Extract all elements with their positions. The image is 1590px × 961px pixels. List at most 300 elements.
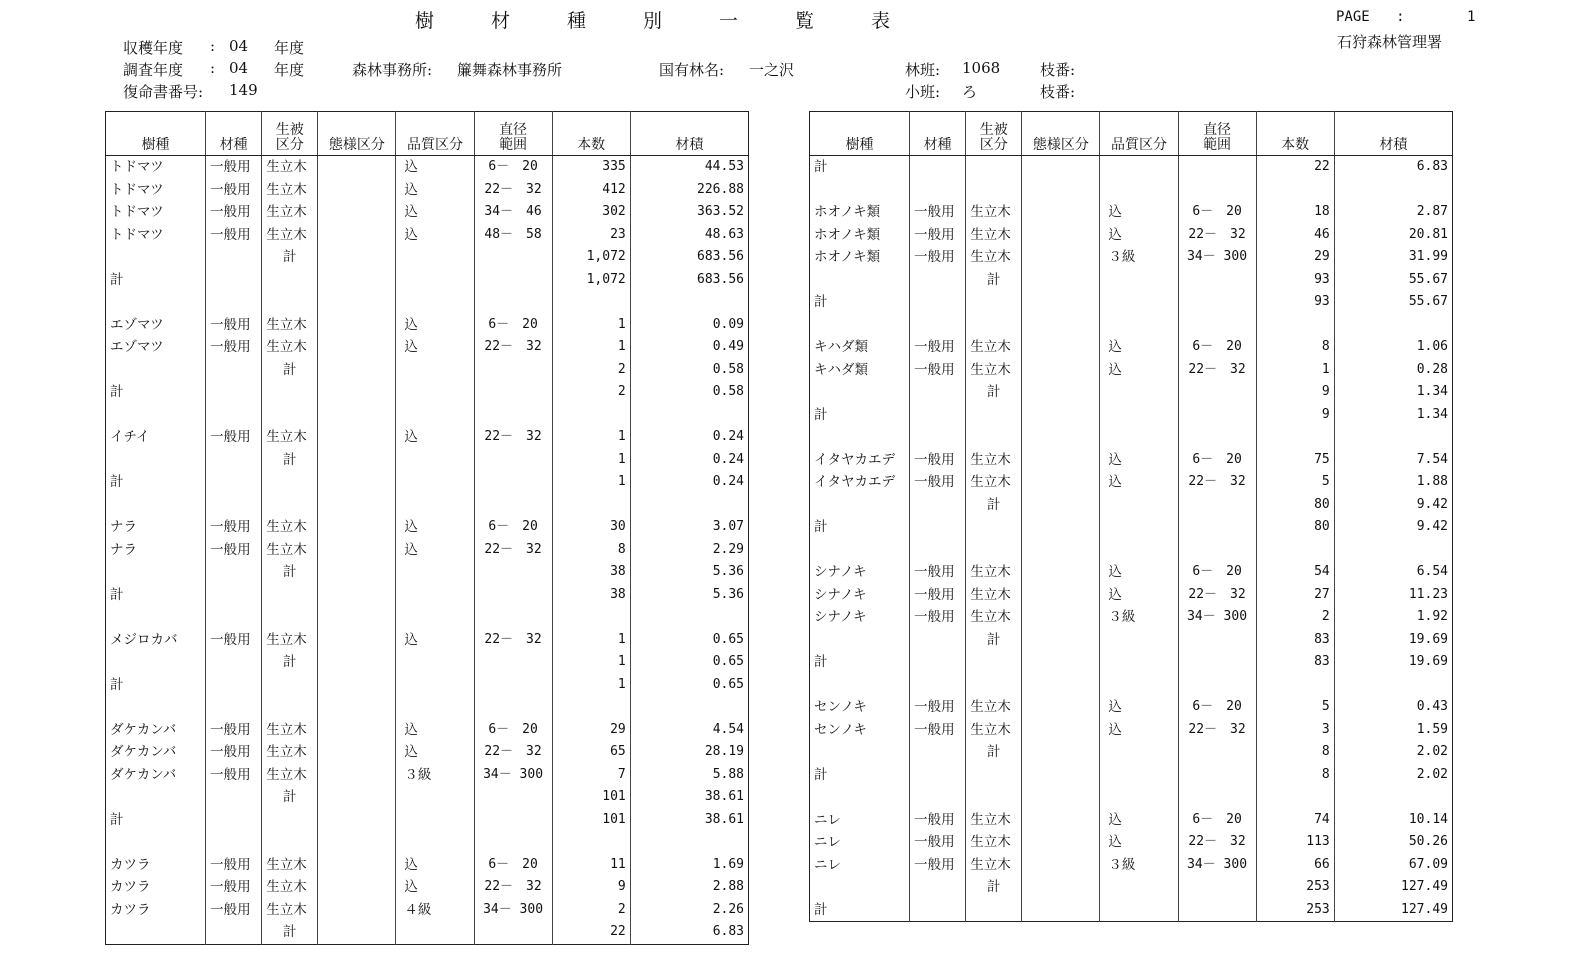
cell-diameter: 22－ 32	[1178, 359, 1256, 382]
cell-mode	[318, 269, 396, 292]
title-char: 樹	[415, 10, 435, 32]
cell-status	[966, 314, 1022, 337]
cell-count	[552, 606, 630, 629]
table-row	[810, 696, 1453, 719]
cell-material: 一般用	[910, 201, 966, 224]
cell-count: 9	[552, 876, 630, 899]
cell-quality: 込	[396, 179, 474, 202]
cell-diameter	[1178, 314, 1256, 337]
cell-status: 生立木	[966, 336, 1022, 359]
cell-material	[206, 449, 262, 472]
cell-species	[810, 629, 910, 652]
cell-diameter	[1178, 426, 1256, 449]
cell-quality: 込	[396, 156, 474, 179]
cell-status: 生立木	[262, 719, 318, 742]
cell-count: 2	[1256, 606, 1334, 629]
cell-material: 一般用	[910, 831, 966, 854]
table-row	[106, 809, 749, 832]
table-row	[106, 764, 749, 787]
cell-status	[966, 291, 1022, 314]
cell-mode	[1022, 786, 1100, 809]
cell-material	[206, 831, 262, 854]
cell-volume: 44.53	[704, 159, 744, 175]
table-row	[810, 404, 1453, 427]
cell-volume	[1334, 179, 1452, 202]
cell-status	[262, 404, 318, 427]
table-row	[106, 224, 749, 247]
cell-status	[966, 764, 1022, 787]
cell-mode	[1022, 584, 1100, 607]
cell-volume: 0.65	[712, 676, 744, 692]
cell-volume: 28.19	[704, 744, 744, 760]
cell-mode	[1022, 291, 1100, 314]
cell-quality	[396, 561, 474, 584]
cell-species: カツラ	[106, 876, 206, 899]
column-header-diameter: 直径 範囲	[474, 112, 552, 156]
cell-material	[206, 696, 262, 719]
cell-material	[910, 629, 966, 652]
cell-volume: 683.56	[697, 271, 744, 287]
title-char: 材	[491, 10, 511, 32]
cell-mode	[318, 674, 396, 697]
cell-mode	[318, 179, 396, 202]
cell-material	[910, 269, 966, 292]
cell-species: ニレ	[810, 854, 910, 877]
cell-volume: 2.87	[1416, 204, 1448, 220]
cell-diameter	[1178, 741, 1256, 764]
cell-status	[262, 494, 318, 517]
cell-species: 計	[106, 809, 206, 832]
column-header-species: 樹種	[106, 112, 206, 156]
cell-mode	[1022, 449, 1100, 472]
cell-status	[262, 381, 318, 404]
cell-material: 一般用	[206, 854, 262, 877]
shohan-value: ろ	[962, 83, 978, 101]
table-row	[106, 426, 749, 449]
cell-volume	[630, 291, 748, 314]
cell-material	[206, 494, 262, 517]
cell-quality: 込	[396, 426, 474, 449]
cell-species: 計	[106, 584, 206, 607]
cell-quality: ３級	[1100, 854, 1178, 877]
cell-volume: 0.65	[712, 631, 744, 647]
table-row	[106, 269, 749, 292]
cell-mode	[318, 831, 396, 854]
cell-mode	[318, 899, 396, 922]
cell-status	[966, 426, 1022, 449]
cell-species: ナラ	[106, 539, 206, 562]
table-row	[810, 471, 1453, 494]
cell-volume	[630, 831, 748, 854]
cell-material	[910, 404, 966, 427]
cell-count: 18	[1256, 201, 1334, 224]
cell-quality	[1100, 741, 1178, 764]
cell-count: 66	[1256, 854, 1334, 877]
cell-diameter	[474, 404, 552, 427]
cell-quality	[396, 291, 474, 314]
cell-count: 101	[552, 809, 630, 832]
page-label: PAGE	[1336, 9, 1370, 25]
table-row	[810, 381, 1453, 404]
cell-count: 80	[1256, 516, 1334, 539]
cell-material	[206, 786, 262, 809]
column-header-quality: 品質区分	[1100, 112, 1178, 156]
cell-diameter	[1178, 516, 1256, 539]
cell-species: キハダ類	[810, 336, 910, 359]
cell-volume	[1334, 674, 1452, 697]
species-table-right	[809, 111, 1453, 922]
cell-quality	[396, 674, 474, 697]
cell-species	[810, 269, 910, 292]
cell-volume: 5.88	[712, 766, 744, 782]
cell-quality	[396, 651, 474, 674]
cell-mode	[318, 494, 396, 517]
cell-status: 計	[966, 629, 1022, 652]
cell-diameter	[1178, 786, 1256, 809]
cell-diameter: 22－ 32	[474, 179, 552, 202]
cell-count: 75	[1256, 449, 1334, 472]
cell-material	[910, 876, 966, 899]
cell-quality: 込	[396, 336, 474, 359]
cell-volume: 1.69	[712, 856, 744, 872]
cell-count: 22	[552, 921, 630, 944]
table-row	[106, 336, 749, 359]
cell-status	[262, 696, 318, 719]
cell-mode	[318, 876, 396, 899]
cell-volume: 38.61	[704, 789, 744, 805]
cell-quality	[1100, 494, 1178, 517]
cell-status	[966, 651, 1022, 674]
cell-species: シナノキ	[810, 584, 910, 607]
cell-material: 一般用	[910, 854, 966, 877]
cell-mode	[1022, 156, 1100, 179]
cell-status	[966, 674, 1022, 697]
cell-count: 1	[552, 471, 630, 494]
cell-mode	[1022, 201, 1100, 224]
cell-count: 101	[552, 786, 630, 809]
cell-material: 一般用	[206, 224, 262, 247]
table-row	[106, 201, 749, 224]
table-row	[106, 179, 749, 202]
table-row	[810, 291, 1453, 314]
cell-diameter: 6－ 20	[474, 156, 552, 179]
cell-species: 計	[810, 156, 910, 179]
cell-diameter	[1178, 674, 1256, 697]
page-indicator	[1336, 9, 1475, 25]
cell-volume: 7.54	[1416, 451, 1448, 467]
cell-material: 一般用	[206, 741, 262, 764]
cell-material	[206, 561, 262, 584]
cell-material: 一般用	[910, 719, 966, 742]
cell-status	[966, 404, 1022, 427]
column-header-count: 本数	[552, 112, 630, 156]
cell-species	[810, 381, 910, 404]
table-row	[810, 516, 1453, 539]
cell-species	[106, 449, 206, 472]
cell-species: イタヤカエデ	[810, 471, 910, 494]
cell-count: 93	[1256, 291, 1334, 314]
cell-mode	[1022, 269, 1100, 292]
cell-diameter: 22－ 32	[1178, 584, 1256, 607]
cell-status	[262, 809, 318, 832]
cell-status: 計	[262, 786, 318, 809]
cell-mode	[318, 854, 396, 877]
cell-volume: 1.34	[1416, 406, 1448, 422]
cell-quality: 込	[396, 224, 474, 247]
cell-count	[552, 494, 630, 517]
cell-volume: 5.36	[712, 586, 744, 602]
cell-diameter	[1178, 179, 1256, 202]
cell-material	[206, 809, 262, 832]
table-header-row	[106, 112, 749, 156]
cell-status: 生立木	[262, 741, 318, 764]
cell-volume: 1.34	[1416, 384, 1448, 400]
cell-diameter: 34－ 300	[1178, 246, 1256, 269]
cell-count: 46	[1256, 224, 1334, 247]
cell-mode	[1022, 471, 1100, 494]
national-forest-label: 国有林名:	[659, 61, 725, 79]
cell-count: 8	[552, 539, 630, 562]
table-row	[810, 201, 1453, 224]
cell-mode	[1022, 426, 1100, 449]
cell-quality	[1100, 269, 1178, 292]
cell-material: 一般用	[910, 471, 966, 494]
cell-diameter: 6－ 20	[1178, 561, 1256, 584]
cell-mode	[1022, 539, 1100, 562]
cell-status: 生立木	[966, 246, 1022, 269]
cell-volume: 5.36	[712, 564, 744, 580]
column-header-material: 材種	[206, 112, 262, 156]
table-row	[106, 651, 749, 674]
cell-species: 計	[810, 291, 910, 314]
cell-count: 1	[552, 674, 630, 697]
cell-diameter: 6－ 20	[1178, 201, 1256, 224]
cell-status	[966, 179, 1022, 202]
rinpan-label: 林班:	[905, 61, 941, 79]
cell-mode	[1022, 696, 1100, 719]
table-row	[106, 629, 749, 652]
cell-diameter	[1178, 381, 1256, 404]
cell-quality	[396, 831, 474, 854]
cell-quality: 込	[1100, 561, 1178, 584]
cell-mode	[1022, 404, 1100, 427]
cell-count: 74	[1256, 809, 1334, 832]
cell-mode	[318, 359, 396, 382]
table-row	[810, 606, 1453, 629]
cell-diameter	[1178, 899, 1256, 922]
cell-count	[1256, 179, 1334, 202]
cell-mode	[1022, 606, 1100, 629]
cell-material: 一般用	[910, 561, 966, 584]
table-row	[810, 494, 1453, 517]
table-row	[106, 899, 749, 922]
cell-volume: 0.58	[712, 384, 744, 400]
cell-status: 生立木	[966, 471, 1022, 494]
cell-species: トドマツ	[106, 224, 206, 247]
cell-species: ナラ	[106, 516, 206, 539]
cell-diameter	[1178, 629, 1256, 652]
cell-species: イタヤカエデ	[810, 449, 910, 472]
cell-status: 生立木	[966, 201, 1022, 224]
table-row	[106, 494, 749, 517]
table-row	[810, 336, 1453, 359]
cell-quality: 込	[1100, 224, 1178, 247]
cell-quality	[1100, 629, 1178, 652]
harvest-year-label: 収穫年度	[123, 39, 184, 57]
cell-quality	[396, 404, 474, 427]
cell-diameter	[1178, 764, 1256, 787]
cell-material	[910, 516, 966, 539]
cell-count: 1	[552, 336, 630, 359]
cell-mode	[1022, 561, 1100, 584]
cell-quality	[1100, 674, 1178, 697]
cell-mode	[318, 224, 396, 247]
cell-count: 65	[552, 741, 630, 764]
cell-quality: ３級	[396, 764, 474, 787]
cell-material	[910, 314, 966, 337]
cell-mode	[318, 741, 396, 764]
cell-material	[910, 291, 966, 314]
cell-mode	[1022, 246, 1100, 269]
cell-count	[1256, 426, 1334, 449]
cell-species	[106, 561, 206, 584]
cell-species: イチイ	[106, 426, 206, 449]
cell-material: 一般用	[910, 246, 966, 269]
cell-volume	[1334, 786, 1452, 809]
cell-mode	[1022, 381, 1100, 404]
cell-quality	[396, 584, 474, 607]
cell-count: 7	[552, 764, 630, 787]
cell-count: 38	[552, 561, 630, 584]
cell-species: カツラ	[106, 854, 206, 877]
cell-species	[106, 786, 206, 809]
cell-status: 生立木	[966, 584, 1022, 607]
cell-status: 生立木	[966, 831, 1022, 854]
shohan-label: 小班:	[905, 83, 941, 101]
cell-mode	[1022, 741, 1100, 764]
cell-count	[552, 291, 630, 314]
cell-material: 一般用	[910, 359, 966, 382]
harvest-year-value: 04	[229, 37, 249, 55]
cell-volume: 2.88	[712, 879, 744, 895]
cell-mode	[318, 539, 396, 562]
cell-status: 生立木	[262, 224, 318, 247]
office-name: 石狩森林管理署	[1337, 33, 1443, 51]
cell-material: 一般用	[910, 584, 966, 607]
cell-mode	[1022, 516, 1100, 539]
cell-mode	[1022, 809, 1100, 832]
cell-species: ニレ	[810, 809, 910, 832]
cell-volume: 226.88	[697, 181, 744, 197]
table-row	[810, 359, 1453, 382]
cell-mode	[318, 809, 396, 832]
survey-year-value: 04	[229, 59, 249, 77]
cell-material	[910, 179, 966, 202]
table-row	[810, 741, 1453, 764]
cell-diameter	[1178, 876, 1256, 899]
cell-volume	[630, 696, 748, 719]
table-row	[106, 696, 749, 719]
cell-material	[206, 269, 262, 292]
cell-volume: 48.63	[704, 226, 744, 242]
cell-volume	[630, 404, 748, 427]
cell-quality: 込	[396, 516, 474, 539]
cell-count: 5	[1256, 696, 1334, 719]
cell-mode	[1022, 674, 1100, 697]
cell-status: 生立木	[966, 719, 1022, 742]
cell-diameter	[474, 921, 552, 944]
table-row	[810, 786, 1453, 809]
cell-quality: 込	[1100, 809, 1178, 832]
cell-count	[1256, 539, 1334, 562]
cell-mode	[318, 629, 396, 652]
page-number: 1	[1467, 9, 1476, 25]
cell-status	[262, 471, 318, 494]
table-row	[810, 899, 1453, 922]
cell-species: メジロカバ	[106, 629, 206, 652]
table-row	[106, 314, 749, 337]
cell-volume: 1.88	[1416, 474, 1448, 490]
cell-mode	[1022, 179, 1100, 202]
table-row	[106, 921, 749, 944]
cell-status	[262, 606, 318, 629]
cell-volume: 20.81	[1408, 226, 1448, 242]
cell-status: 生立木	[262, 426, 318, 449]
title-char: 種	[567, 10, 587, 32]
cell-species	[106, 359, 206, 382]
cell-status: 生立木	[262, 156, 318, 179]
cell-species	[106, 606, 206, 629]
cell-count: 9	[1256, 381, 1334, 404]
cell-volume: 3.07	[712, 519, 744, 535]
cell-quality	[1100, 156, 1178, 179]
column-header-volume: 材積	[630, 112, 748, 156]
cell-quality	[396, 269, 474, 292]
cell-material: 一般用	[910, 449, 966, 472]
cell-status: 計	[262, 449, 318, 472]
cell-material: 一般用	[206, 719, 262, 742]
cell-count: 1	[1256, 359, 1334, 382]
cell-diameter: 22－ 32	[1178, 224, 1256, 247]
cell-mode	[318, 516, 396, 539]
cell-count: 9	[1256, 404, 1334, 427]
table-row	[106, 606, 749, 629]
cell-species	[106, 831, 206, 854]
title-char: 一	[719, 10, 739, 32]
cell-volume: 127.49	[1401, 901, 1448, 917]
cell-volume: 55.67	[1408, 271, 1448, 287]
cell-volume: 0.65	[712, 654, 744, 670]
cell-volume	[630, 494, 748, 517]
cell-material: 一般用	[206, 179, 262, 202]
cell-volume: 127.49	[1401, 879, 1448, 895]
cell-diameter	[1178, 539, 1256, 562]
cell-species: 計	[106, 674, 206, 697]
forest-office-label: 森林事務所:	[352, 61, 433, 79]
cell-species: トドマツ	[106, 201, 206, 224]
table-row	[810, 629, 1453, 652]
table-row	[106, 719, 749, 742]
table-row	[810, 809, 1453, 832]
cell-diameter: 22－ 32	[1178, 719, 1256, 742]
cell-mode	[318, 696, 396, 719]
cell-species: エゾマツ	[106, 314, 206, 337]
cell-diameter: 6－ 20	[1178, 809, 1256, 832]
table-row	[106, 291, 749, 314]
cell-status: 生立木	[262, 201, 318, 224]
cell-count: 1	[552, 314, 630, 337]
table-row	[106, 449, 749, 472]
